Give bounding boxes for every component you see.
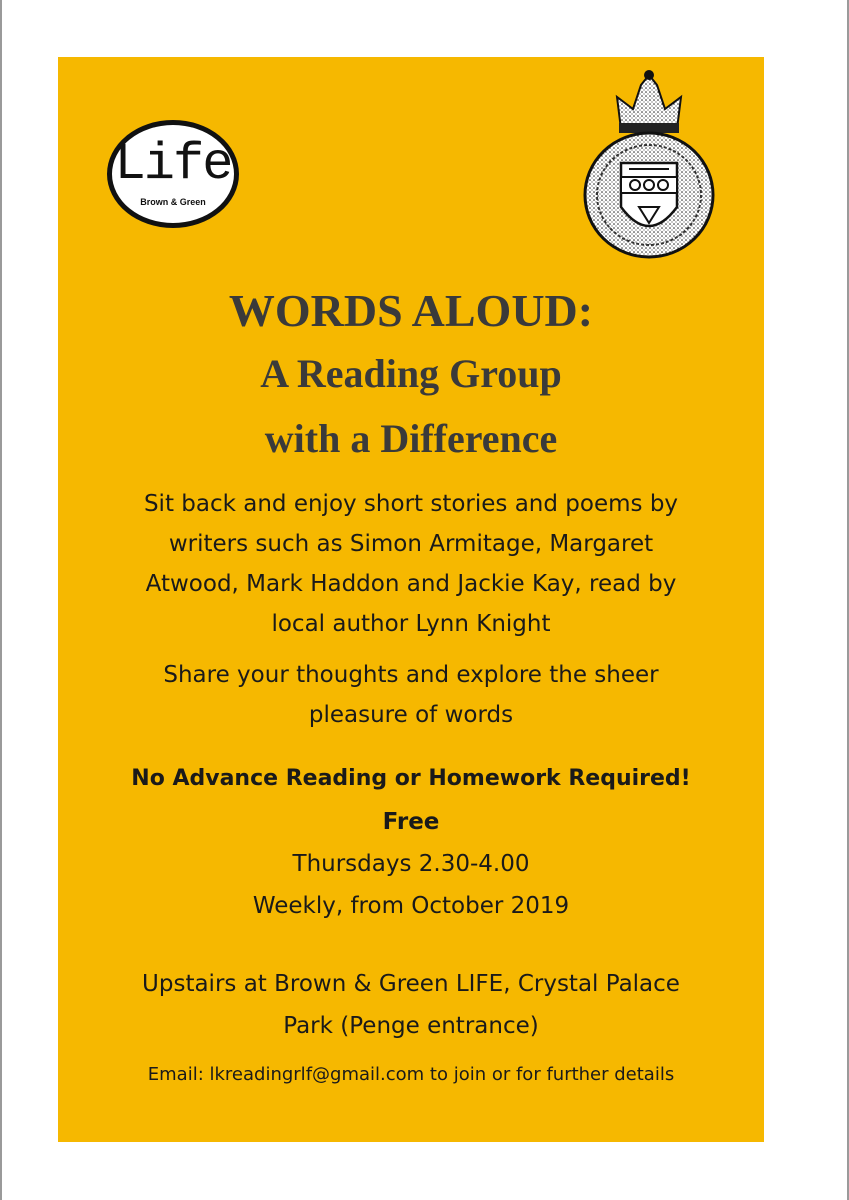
free-label: Free: [382, 809, 440, 835]
life-logo-word: Life: [114, 135, 232, 194]
intro-line-2: writers such as Simon Armitage, Margaret: [168, 531, 654, 557]
poster: [58, 57, 764, 1142]
location-line-1: Upstairs at Brown & Green LIFE, Crystal Palace: [142, 971, 680, 997]
share-line-2: pleasure of words: [308, 702, 514, 728]
schedule: [88, 843, 734, 927]
share-paragraph: [88, 655, 734, 735]
location-line-2: Park (Penge entrance): [283, 1013, 539, 1039]
intro-line-3: Atwood, Mark Haddon and Jackie Kay, read by: [145, 571, 677, 597]
intro-paragraph: [88, 484, 734, 644]
no-advance-reading-note: No Advance Reading or Homework Required!: [131, 766, 691, 791]
title-line-3: with a Difference: [264, 416, 558, 461]
schedule-time: Thursdays 2.30-4.00: [292, 851, 530, 877]
title-line-1: WORDS ALOUD:: [228, 285, 594, 336]
share-line-1: Share your thoughts and explore the sheer: [163, 662, 659, 688]
title-line-2: A Reading Group: [260, 351, 562, 396]
crest-emblem-icon: [581, 67, 717, 259]
email-contact-line: Email: lkreadingrlf@gmail.com to join or for further details: [147, 1064, 675, 1085]
life-logo-subtitle: Brown & Green: [140, 197, 206, 207]
intro-line-4: local author Lynn Knight: [271, 611, 551, 637]
life-logo: [107, 120, 239, 228]
intro-line-1: Sit back and enjoy short stories and poems by: [143, 491, 679, 517]
page-edge-left: [0, 0, 2, 1200]
schedule-frequency: Weekly, from October 2019: [252, 893, 570, 919]
location: [88, 963, 734, 1047]
